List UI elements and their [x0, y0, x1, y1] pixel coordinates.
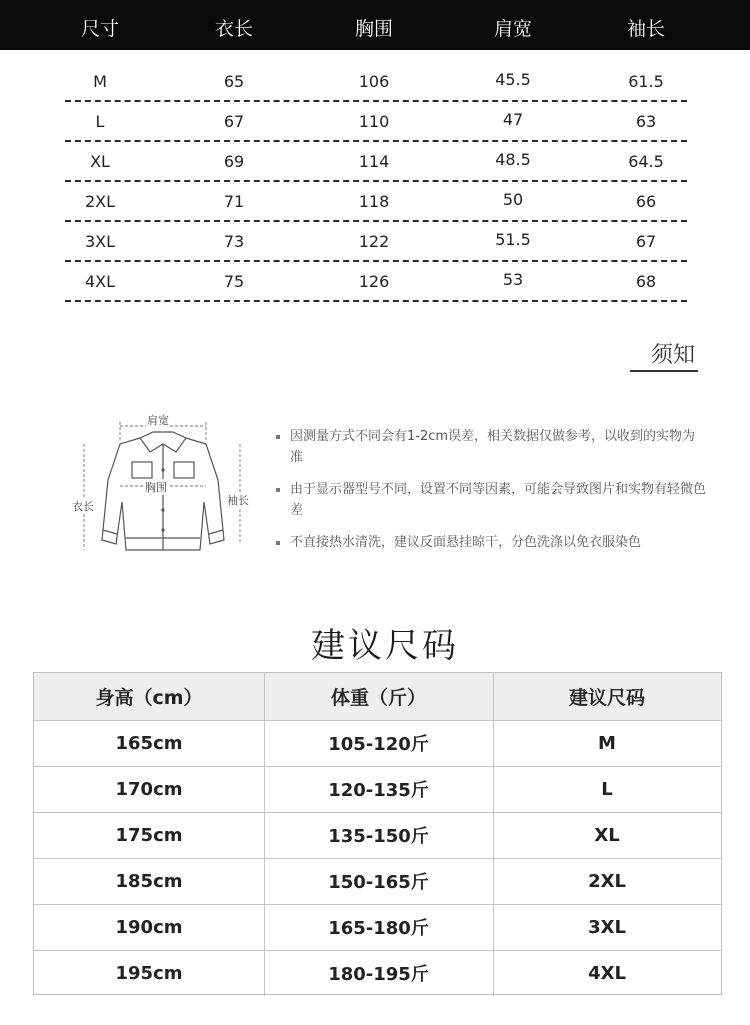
cell-shoulder: 47	[502, 110, 524, 129]
table-row	[0, 62, 750, 102]
list-item	[276, 532, 706, 553]
row-divider	[65, 300, 687, 302]
cell-sleeve: 64.5	[628, 152, 664, 171]
cell-weight: 120-135斤	[264, 766, 494, 812]
note-text: 由于显示器型号不同，设置不同等因素，可能会导致图片和实物有轻微色差	[290, 482, 707, 518]
cell-chest: 114	[358, 152, 390, 171]
table-row	[34, 766, 721, 813]
cell-weight: 180-195斤	[264, 950, 494, 996]
header-weight: 体重（斤）	[264, 673, 494, 720]
label-length: 衣长	[72, 500, 94, 513]
table-row	[34, 720, 721, 767]
cell-shoulder: 50	[502, 190, 524, 209]
cell-size: 3XL	[588, 916, 626, 938]
header-size: 建议尺码	[568, 687, 645, 709]
cell-chest: 126	[358, 272, 390, 291]
label-sleeve: 袖长	[227, 494, 249, 507]
cell-shoulder: 53	[502, 270, 524, 289]
cell-chest: 122	[358, 232, 390, 251]
cell-height: 170cm	[34, 766, 265, 812]
cell-shoulder: 48.5	[495, 150, 531, 169]
bullet-icon	[276, 541, 280, 545]
jacket-diagram	[68, 410, 258, 570]
cell-chest: 110	[358, 112, 390, 131]
cell-weight: 165-180斤	[264, 904, 494, 950]
cell-length: 69	[223, 152, 245, 171]
cell-weight: 135-150斤	[264, 812, 494, 858]
cell-length: 73	[223, 232, 245, 251]
cell-size: 2XL	[84, 192, 116, 211]
list-item	[276, 479, 706, 521]
cell-weight: 105-120斤	[264, 720, 494, 766]
notice-underline	[630, 370, 698, 372]
cell-chest: 118	[358, 192, 390, 211]
header-length: 衣长	[214, 18, 253, 40]
notice-title: 须知	[650, 343, 695, 368]
table-row	[34, 950, 721, 996]
label-shoulder: 肩宽	[147, 414, 169, 427]
cell-sleeve: 61.5	[628, 72, 664, 91]
note-text: 不直接热水清洗，建议反面悬挂晾干，分色洗涤以免衣服染色	[290, 535, 642, 550]
size-chart-header	[0, 0, 750, 50]
bullet-icon	[276, 488, 280, 492]
cell-sleeve: 68	[635, 272, 657, 291]
header-chest: 胸围	[354, 18, 393, 40]
recommendation-table	[33, 672, 722, 995]
cell-height: 195cm	[34, 950, 265, 996]
bullet-icon	[276, 435, 280, 439]
cell-size: M	[93, 72, 107, 91]
cell-height: 175cm	[34, 812, 265, 858]
table-row	[34, 904, 721, 951]
notes-list	[276, 426, 706, 564]
cell-height: 165cm	[34, 720, 265, 766]
cell-size: 4XL	[84, 272, 116, 291]
header-sleeve: 袖长	[626, 18, 665, 40]
table-row	[0, 102, 750, 142]
cell-weight: 150-165斤	[264, 858, 494, 904]
cell-length: 67	[223, 112, 245, 131]
recommendation-title: 建议尺码	[311, 626, 459, 666]
cell-chest: 106	[358, 72, 390, 91]
table-row	[34, 812, 721, 859]
cell-sleeve: 67	[635, 232, 657, 251]
cell-size: 2XL	[588, 870, 626, 892]
cell-size: XL	[594, 824, 620, 846]
list-item	[276, 426, 706, 468]
cell-size: M	[598, 732, 616, 754]
table-row	[0, 222, 750, 262]
table-row	[0, 182, 750, 222]
cell-size: L	[95, 112, 105, 131]
label-chest: 胸围	[145, 481, 167, 494]
cell-shoulder: 51.5	[495, 230, 531, 249]
header-size: 尺寸	[80, 18, 119, 40]
cell-size: XL	[90, 152, 110, 171]
table-header-row	[34, 673, 721, 721]
header-height: 身高（cm）	[34, 673, 265, 720]
cell-size: L	[601, 778, 613, 800]
cell-length: 65	[223, 72, 245, 91]
table-row	[0, 142, 750, 182]
table-row	[34, 858, 721, 905]
note-text: 因测量方式不同会有1-2cm误差，相关数据仅做参考，以收到的实物为准	[290, 429, 696, 465]
cell-length: 71	[223, 192, 245, 211]
cell-height: 190cm	[34, 904, 265, 950]
cell-shoulder: 45.5	[495, 70, 531, 89]
cell-height: 185cm	[34, 858, 265, 904]
table-row	[0, 262, 750, 302]
cell-sleeve: 66	[635, 192, 657, 211]
cell-size: 4XL	[588, 962, 626, 984]
header-shoulder: 肩宽	[493, 18, 532, 40]
cell-length: 75	[223, 272, 245, 291]
cell-sleeve: 63	[635, 112, 657, 131]
cell-size: 3XL	[84, 232, 116, 251]
